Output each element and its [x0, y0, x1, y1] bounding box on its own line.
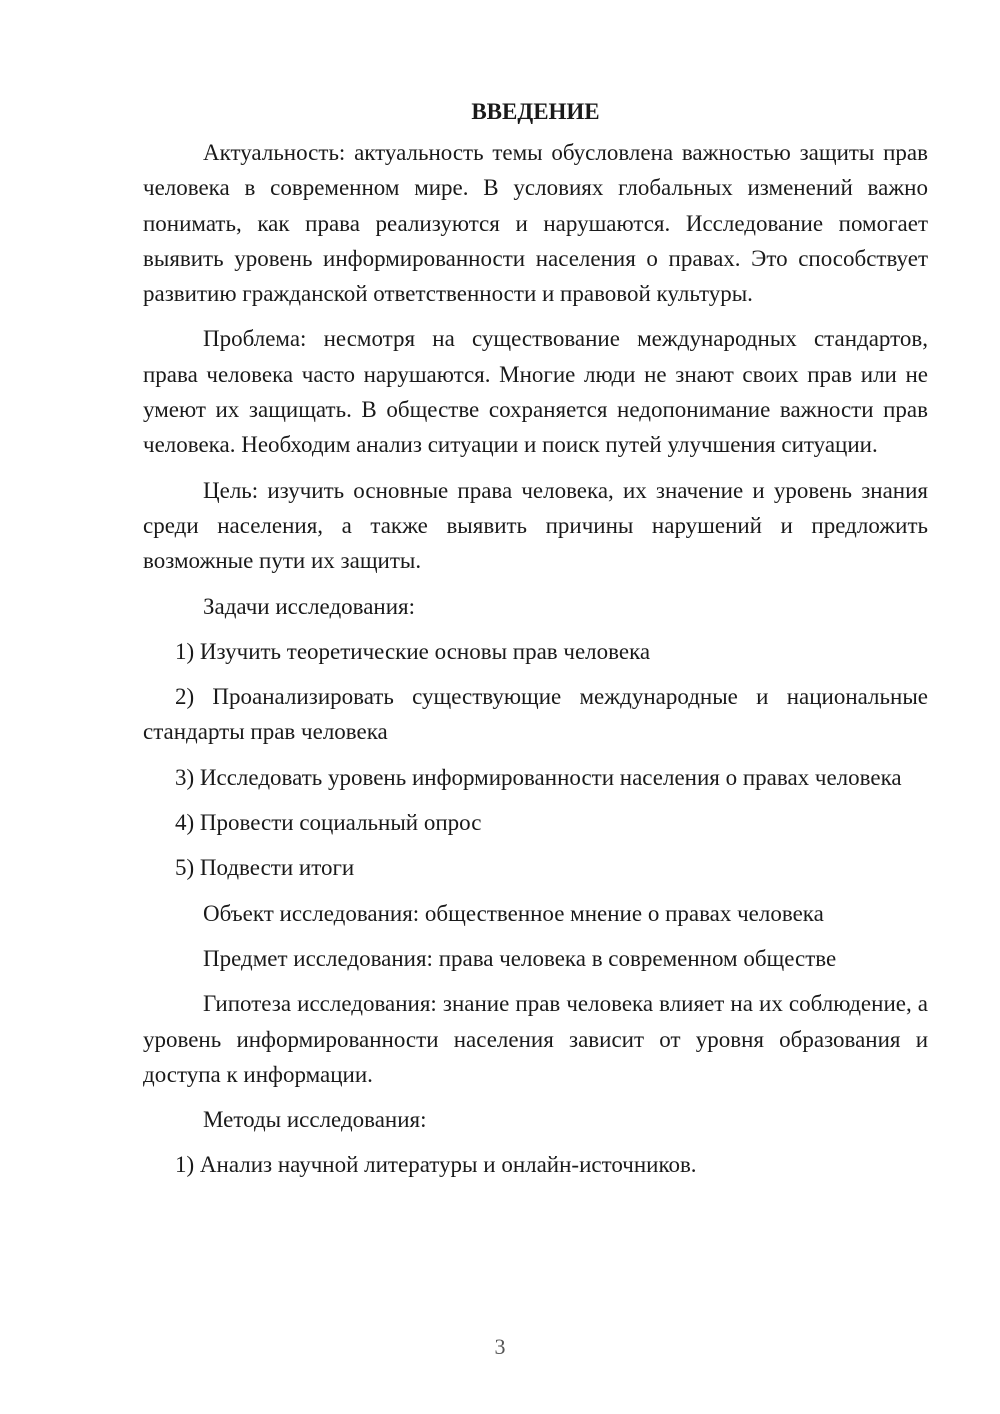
- method-item: 1) Анализ научной литературы и онлайн-источников.: [175, 1152, 697, 1178]
- goal-paragraph: Цель: изучить основные права человека, их значение и уровень знания среди населения, а также выявить причины нарушений и предложить возможные пути их защиты.: [143, 477, 928, 574]
- task-item: 2) Проанализировать существующие международные и национальные стандарты прав человека: [143, 684, 928, 745]
- task-item: 1) Изучить теоретические основы прав человека: [175, 638, 651, 664]
- subject-paragraph: Предмет исследования: права человека в современном обществе: [203, 945, 837, 971]
- tasks-heading: Задачи исследования:: [203, 593, 416, 619]
- relevance-paragraph: Актуальность: актуальность темы обусловлена важностью защиты прав человека в современном мире. В условиях глобальных изменений важно понимать, как права реализуются и нарушаются. Исследование помогает выявить уровень информированности населения о правах. Это способствует развитию гражданской ответственности и правовой культуры.: [143, 140, 928, 307]
- methods-heading: Методы исследования:: [203, 1107, 427, 1133]
- problem-paragraph: Проблема: несмотря на существование международных стандартов, права человека часто нарушаются. Многие люди не знают своих прав или не умеют их защищать. В обществе сохраняется недопонимание важности прав человека. Необходим анализ ситуации и поиск путей улучшения ситуации.: [143, 326, 928, 458]
- object-paragraph: Объект исследования: общественное мнение о правах человека: [203, 900, 824, 926]
- task-item: 4) Провести социальный опрос: [175, 810, 482, 836]
- hypothesis-paragraph: Гипотеза исследования: знание прав человека влияет на их соблюдение, а уровень информированности населения зависит от уровня образования и доступа к информации.: [143, 991, 928, 1087]
- task-item: 3) Исследовать уровень информированности населения о правах человека: [175, 764, 902, 790]
- section-title: ВВЕДЕНИЕ: [471, 99, 600, 124]
- task-item: 5) Подвести итоги: [175, 855, 355, 881]
- page-number: 3: [494, 1334, 506, 1359]
- page-content: [143, 95, 928, 1193]
